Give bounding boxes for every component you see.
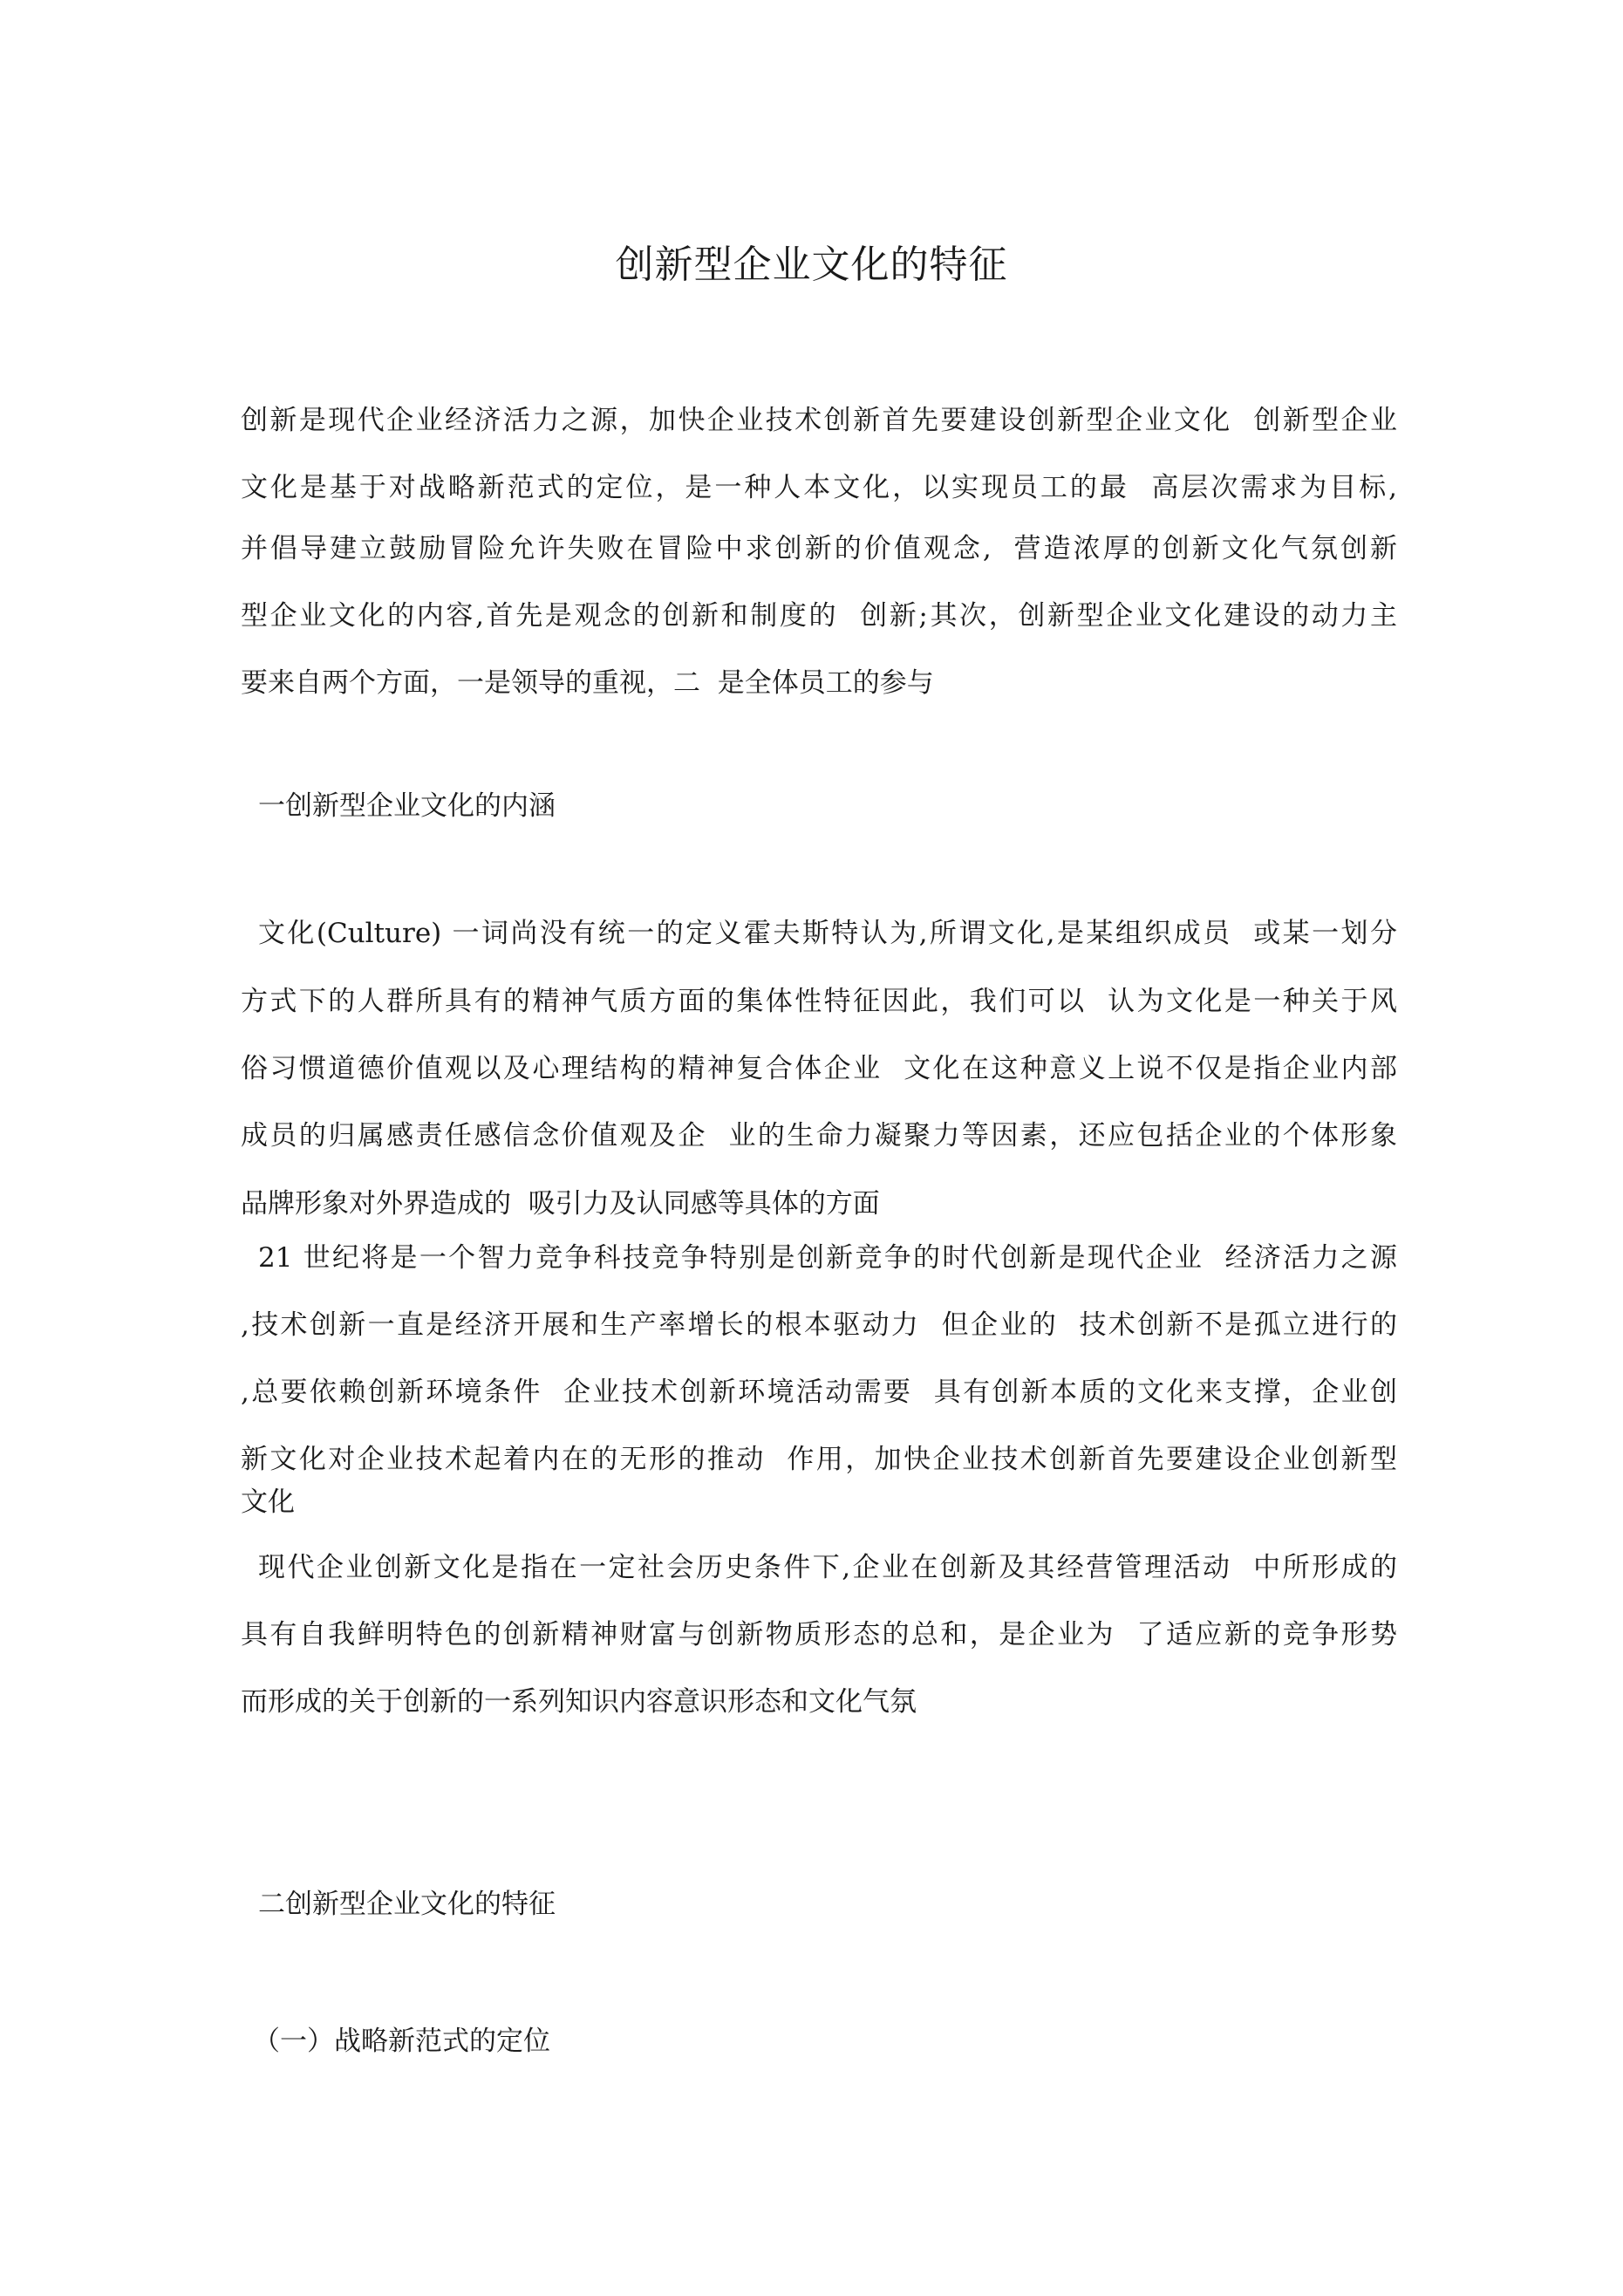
paragraph-3-line-4: 新文化对企业技术起着内在的无形的推动 作用，加快企业技术创新首先要建设企业创新型 (241, 1444, 1397, 1475)
paragraph-2-line-5: 品牌形象对外界造成的 吸引力及认同感等具体的方面 (241, 1188, 880, 1220)
paragraph-1-line-4: 型企业文化的内容,首先是观念的创新和制度的 创新;其次，创新型企业文化建设的动力主 (241, 600, 1397, 632)
paragraph-3-line-5: 文化 (241, 1486, 295, 1518)
paragraph-4-line-2: 具有自我鲜明特色的创新精神财富与创新物质形态的总和，是企业为 了适应新的竞争形势 (241, 1619, 1397, 1650)
paragraph-3-line-2: ,技术创新一直是经济开展和生产率增长的根本驱动力 但企业的 技术创新不是孤立进行的 (241, 1309, 1397, 1341)
paragraph-2-line-3: 俗习惯道德价值观以及心理结构的精神复合体企业 文化在这种意义上说不仅是指企业内部 (241, 1053, 1397, 1084)
paragraph-3-line-1: 21 世纪将是一个智力竞争科技竞争特别是创新竞争的时代创新是现代企业 经济活力之源 (258, 1242, 1397, 1274)
paragraph-2-line-4: 成员的归属感责任感信念价值观及企 业的生命力凝聚力等因素，还应包括企业的个体形象 (241, 1120, 1397, 1151)
subsection-heading-1: （一）战略新范式的定位 (253, 2026, 550, 2057)
paragraph-4-line-3: 而形成的关于创新的一系列知识内容意识形态和文化气氛 (241, 1686, 917, 1718)
document-title: 创新型企业文化的特征 (615, 243, 1008, 287)
paragraph-1-line-2: 文化是基于对战略新范式的定位，是一种人本文化，以实现员工的最 高层次需求为目标, (241, 472, 1397, 503)
paragraph-1-line-1: 创新是现代企业经济活力之源，加快企业技术创新首先要建设创新型企业文化 创新型企业 (241, 405, 1397, 436)
paragraph-1-line-3: 并倡导建立鼓励冒险允许失败在冒险中求创新的价值观念, 营造浓厚的创新文化气氛创新 (241, 533, 1397, 564)
paragraph-2-line-1: 文化(Culture) 一词尚没有统一的定义霍夫斯特认为,所谓文化,是某组织成员 或某一划分 (258, 918, 1397, 949)
paragraph-4-line-1: 现代企业创新文化是指在一定社会历史条件下,企业在创新及其经营管理活动 中所形成的 (258, 1552, 1397, 1583)
paragraph-3-line-3: ,总要依赖创新环境条件 企业技术创新环境活动需要 具有创新本质的文化来支撑，企业创 (241, 1377, 1397, 1408)
section-heading-2: 二创新型企业文化的特征 (258, 1889, 556, 1920)
paragraph-1-line-5: 要来自两个方面，一是领导的重视，二 是全体员工的参与 (241, 667, 934, 699)
paragraph-2-line-2: 方式下的人群所具有的精神气质方面的集体性特征因此，我们可以 认为文化是一种关于风 (241, 986, 1397, 1017)
section-heading-1: 一创新型企业文化的内涵 (258, 790, 556, 822)
